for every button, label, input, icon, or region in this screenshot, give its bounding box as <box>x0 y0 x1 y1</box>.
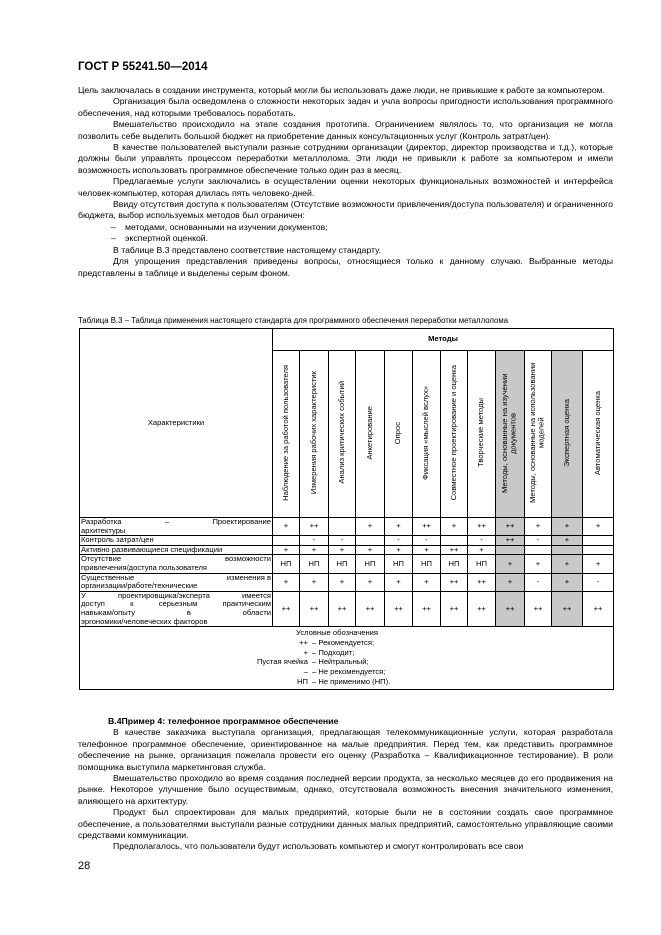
cell: + <box>583 518 614 536</box>
paragraph: Предполагалось, что пользователи будут использовать компьютер и смогут контролировать все свои <box>113 841 524 852</box>
cell: ++ <box>468 573 496 591</box>
method-header: Совместное проектирование и оценка <box>441 351 468 518</box>
cell: + <box>525 555 552 573</box>
cell: ++ <box>329 591 356 626</box>
cell: + <box>356 545 385 555</box>
method-header: Анкетирование <box>356 351 385 518</box>
methods-table <box>79 328 614 690</box>
cell: + <box>273 573 300 591</box>
methods-header: Методы <box>273 329 614 351</box>
cell-selected: + <box>496 573 525 591</box>
cell-selected: + <box>552 518 583 536</box>
cell: + <box>300 545 329 555</box>
paragraph: Вмешательство проходило во время создания последней версии продукта, за несколько месяцев до его продвижения на рынке. Некоторое улучшение было осуществимым, однако, отсутствовала возможность внесения значительного изменения, влияющего на архитектуру. <box>78 773 613 806</box>
section-title: В.4Пример 4: телефонное программное обеспечение <box>108 716 339 726</box>
cell: - <box>385 536 413 546</box>
cell: + <box>329 545 356 555</box>
method-header: Измерения рабочих характеристик <box>300 351 329 518</box>
cell-selected <box>496 545 525 555</box>
cell: + <box>385 545 413 555</box>
cell: ++ <box>525 591 552 626</box>
paragraph: В качестве заказчика выступала организация, предлагающая телекоммуникационные услуги, которая разработала телефонное программное обеспечение, ориентированное на малые предприятия. Перед тем, как представить программное обеспечение на рынке, организация пожелала провести его оценку (Разработка – Квалификационное тестирование). В роли помощника выступила маркетинговая служба. <box>78 727 613 772</box>
cell-selected: ++ <box>496 536 525 546</box>
cell-selected: ++ <box>496 591 525 626</box>
cell: НП <box>441 555 468 573</box>
cell-selected: ++ <box>552 591 583 626</box>
cell-selected: + <box>552 555 583 573</box>
cell: + <box>413 573 441 591</box>
row-label: Контроль затрат/цен <box>80 536 273 546</box>
cell: - <box>468 536 496 546</box>
cell: ++ <box>441 573 468 591</box>
method-header: Анализ критических событий <box>329 351 356 518</box>
cell: НП <box>468 555 496 573</box>
paragraph: Цель заключалась в создании инструмента, который могли бы использовать даже люди, не привыкшие к работе за компьютером. <box>78 85 605 95</box>
cell: + <box>356 573 385 591</box>
cell: НП <box>273 555 300 573</box>
cell: - <box>583 573 614 591</box>
row-label: Активно развивающиеся спецификации <box>80 545 273 555</box>
cell: + <box>356 518 385 536</box>
cell-selected: + <box>552 536 583 546</box>
table-row <box>80 536 614 546</box>
cell: ++ <box>385 591 413 626</box>
table-legend <box>80 627 614 690</box>
row-label: Существенные изменения в организации/работе/технические <box>81 572 271 591</box>
legend-item: – – Не рекомендуется; <box>303 667 386 677</box>
cell: - <box>329 536 356 546</box>
method-header: Фиксация «мыслей вслух» <box>413 351 441 518</box>
cell <box>273 536 300 546</box>
cell: + <box>441 518 468 536</box>
table-row <box>80 518 614 536</box>
cell: НП <box>356 555 385 573</box>
cell: ++ <box>300 518 329 536</box>
legend-item: НП – Не применимо (НП). <box>297 676 391 686</box>
cell: ++ <box>583 591 614 626</box>
row-label: У проектировщика/эксперта имеется доступ к серьезным практическим навыкам/опыту в области эргономики/человеческих факторов <box>81 590 271 626</box>
cell: + <box>273 518 300 536</box>
cell: - <box>525 536 552 546</box>
cell: ++ <box>468 518 496 536</box>
table-row <box>80 573 614 591</box>
paragraph: В качестве пользователей выступали разные сотрудники организации (директор, директор производства и т.д.), которые должны были управлять процессом переработки металлолома. Эти люди не привыкли к работе за компьютером и имели возможность использовать программное обеспечение только один раз в месяц. <box>78 142 613 175</box>
legend-title: Условные обозначения <box>296 628 379 638</box>
cell: ++ <box>441 545 468 555</box>
cell: ++ <box>413 518 441 536</box>
cell-selected <box>552 545 583 555</box>
method-header-selected: Экспертная оценка <box>552 351 583 518</box>
cell <box>441 536 468 546</box>
legend-item: + – Подходит; <box>303 647 355 657</box>
cell: НП <box>329 555 356 573</box>
cell <box>583 545 614 555</box>
bullet-item: – методами, основанными на изучении документов; <box>78 222 613 233</box>
cell: + <box>583 555 614 573</box>
table-row <box>80 591 614 626</box>
cell: + <box>385 573 413 591</box>
paragraph: Ввиду отсутствия доступа к пользователям (Отсутствие возможности привлечения/доступа пользователя) и ограниченного бюджета, выбор используемых методов был ограничен: <box>78 199 613 221</box>
page-number: 28 <box>78 860 91 872</box>
cell: ++ <box>356 591 385 626</box>
cell: ++ <box>273 591 300 626</box>
method-header: Опрос <box>385 351 413 518</box>
cell-selected: ++ <box>496 518 525 536</box>
cell-selected: + <box>552 573 583 591</box>
legend-item: ++ – Рекомендуется; <box>299 637 375 647</box>
cell: - <box>413 536 441 546</box>
characteristics-header: Характеристики <box>80 329 273 518</box>
row-label: Отсутствие возможности привлечения/доступа пользователя <box>81 554 271 572</box>
intro-text <box>78 85 613 279</box>
cell: - <box>300 536 329 546</box>
paragraph: Предлагаемые услуги заключались в осуществлении оценки некоторых функциональных возможностей и интерфейса человек-компьютер, которая длилась пять человеко-дней. <box>78 176 613 198</box>
cell <box>329 518 356 536</box>
cell: + <box>329 573 356 591</box>
method-header: Творческие методы <box>468 351 496 518</box>
cell: + <box>413 545 441 555</box>
method-header: Методы, основанные на использовании моделей <box>525 351 552 518</box>
cell <box>525 545 552 555</box>
method-header-selected: Методы, основанные на изучении документов <box>496 351 525 518</box>
table-row <box>80 545 614 555</box>
cell: ++ <box>300 591 329 626</box>
method-header: Наблюдение за работой пользователя <box>273 351 300 518</box>
cell: + <box>525 518 552 536</box>
cell <box>583 536 614 546</box>
cell: + <box>468 545 496 555</box>
example-section <box>78 716 613 853</box>
bullet-list <box>78 222 613 245</box>
cell: + <box>385 518 413 536</box>
cell: ++ <box>441 591 468 626</box>
paragraph: Для упрощения представления приведены вопросы, относящиеся только к данному случаю. Выбранные методы представлены в таблице и выделены серым фоном. <box>78 256 613 278</box>
cell <box>356 536 385 546</box>
table-row <box>80 555 614 573</box>
cell: + <box>300 573 329 591</box>
cell: НП <box>413 555 441 573</box>
bullet-item: – экспертной оценкой. <box>78 233 613 244</box>
paragraph: Продукт был спроектирован для малых предприятий, которые были не в состоянии создать свое программное обеспечение, а пользователями выступали разные сотрудники данных малых предприятий, самостоятельно управляющие своими средствами коммуникации. <box>78 807 613 841</box>
paragraph: Организация была осведомлена о сложности некоторых задач и учла вопросы пригодности использования программного обеспечения, над которыми требовалось поработать. <box>78 96 613 118</box>
paragraph: В таблице В.3 представлено соответствие настоящему стандарту. <box>113 244 381 255</box>
cell: - <box>525 573 552 591</box>
document-id: ГОСТ Р 55241.50—2014 <box>78 61 208 73</box>
cell: НП <box>385 555 413 573</box>
legend-item: Пустая ячейка – Нейтральный; <box>256 657 369 667</box>
paragraph: Вмешательство происходило на этапе создания прототипа. Ограничением являлось то, что организация не могла позволить себе выделить большой бюджет на приобретение данных консультационных услуг (Контроль затрат/цен). <box>78 119 613 141</box>
table-caption: Таблица В.3 – Таблица применения настоящего стандарта для программного обеспечения переработки металлолома <box>78 316 509 325</box>
cell-selected: + <box>496 555 525 573</box>
row-label: Разработка – Проектирование архитектуры <box>81 517 271 535</box>
cell: + <box>273 545 300 555</box>
cell: НП <box>300 555 329 573</box>
cell: ++ <box>413 591 441 626</box>
method-header: Автоматическая оценка <box>583 351 614 518</box>
cell: ++ <box>468 591 496 626</box>
